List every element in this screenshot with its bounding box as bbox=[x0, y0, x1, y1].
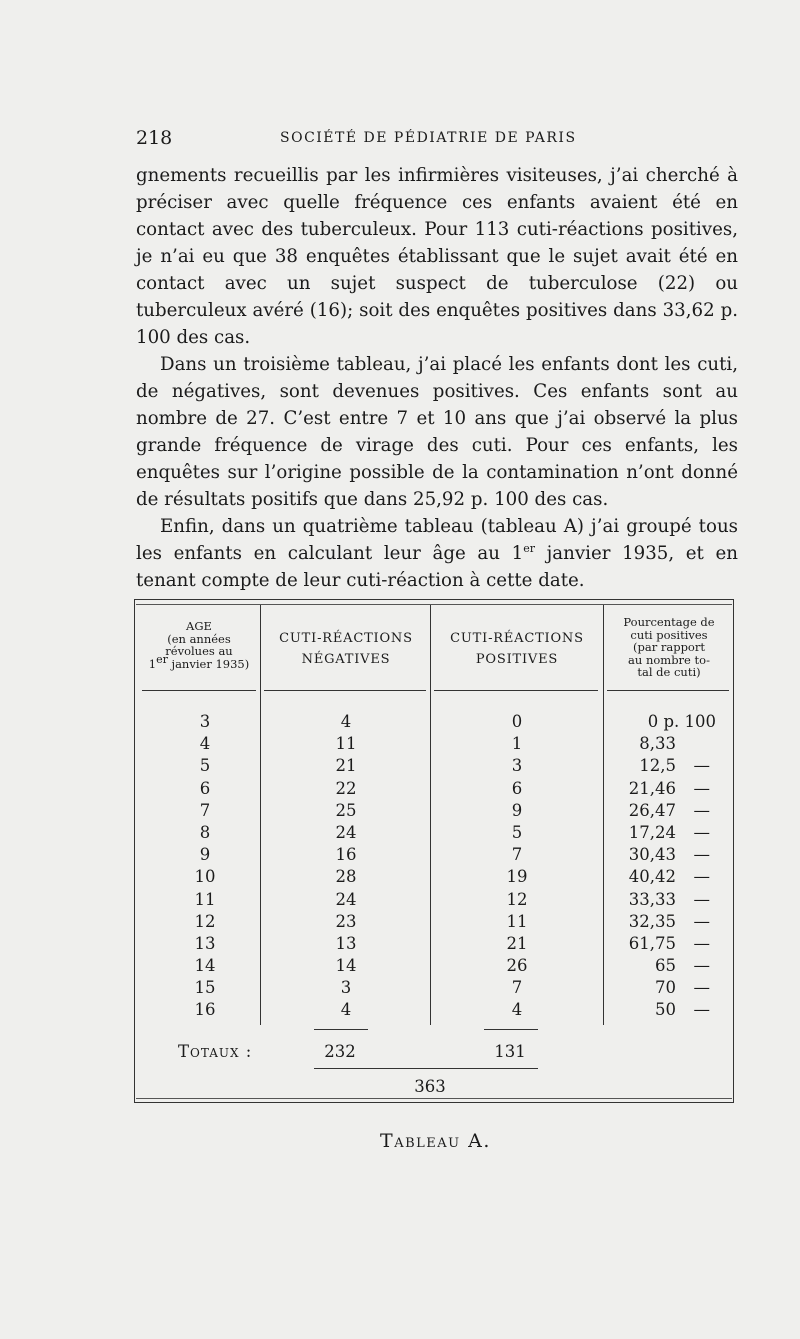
header-age-line: révolues au bbox=[165, 644, 233, 658]
header-rule bbox=[264, 690, 426, 691]
paragraph-3 bbox=[136, 513, 738, 594]
table-caption: Tableau A. bbox=[380, 1130, 491, 1152]
positive-column bbox=[432, 711, 602, 1022]
positive-cell: 9 bbox=[511, 800, 523, 820]
negative-cell: 25 bbox=[335, 800, 357, 820]
header-percentage bbox=[605, 616, 733, 679]
negative-cell: 4 bbox=[340, 712, 352, 731]
header-negative-line: NÉGATIVES bbox=[301, 652, 391, 667]
header-age-num: 1 bbox=[148, 656, 157, 671]
negative-cell: 23 bbox=[335, 911, 357, 931]
positive-cell: 6 bbox=[511, 778, 523, 798]
age-cell: 16 bbox=[194, 1000, 216, 1020]
percentage-cell: 61,75 bbox=[628, 933, 676, 953]
header-percentage-line: au nombre to- bbox=[628, 652, 710, 667]
header-age-line bbox=[138, 652, 260, 671]
ditto-dash: — bbox=[693, 1000, 710, 1020]
ditto-dash: — bbox=[693, 978, 710, 998]
percentage-cell: 26,47 bbox=[628, 800, 676, 820]
percentage-cell: 0 p. 100 bbox=[647, 712, 716, 731]
age-cell: 7 bbox=[199, 800, 211, 820]
percentage-row bbox=[606, 866, 732, 888]
paragraph-3-start: Enfin, dans un quatrième tableau (tableau A) j’ai groupé tous les enfants en calculant leur âge au 1 bbox=[136, 516, 738, 564]
percentage-row bbox=[606, 889, 732, 911]
percentage-row bbox=[606, 755, 732, 777]
column-separator bbox=[603, 605, 604, 1025]
ditto-dash: — bbox=[693, 911, 710, 931]
positive-cell: 19 bbox=[506, 867, 528, 887]
age-cell: 8 bbox=[199, 822, 211, 842]
percentage-row bbox=[606, 800, 732, 822]
header-rule bbox=[142, 690, 256, 691]
percentage-cell: 65 bbox=[655, 956, 676, 976]
percentage-cell: 12,5 bbox=[639, 756, 676, 776]
percentage-row bbox=[606, 977, 732, 999]
positive-cell: 0 bbox=[511, 712, 523, 731]
age-cell: 15 bbox=[194, 978, 216, 998]
header-positive bbox=[432, 628, 602, 670]
percentage-column bbox=[606, 711, 732, 1022]
percentage-cell: 21,46 bbox=[628, 778, 676, 798]
total-rule-positive bbox=[484, 1029, 538, 1030]
age-cell: 10 bbox=[194, 867, 216, 887]
header-age-rest: janvier 1935) bbox=[167, 656, 250, 671]
positive-cell: 26 bbox=[506, 956, 528, 976]
positive-cell: 1 bbox=[511, 734, 523, 754]
total-rule-grand bbox=[314, 1068, 538, 1069]
negative-cell: 22 bbox=[335, 778, 357, 798]
negative-cell: 16 bbox=[335, 845, 357, 865]
column-separator bbox=[430, 605, 431, 1025]
header-age-sup: er bbox=[156, 652, 168, 666]
negative-cell: 3 bbox=[340, 978, 352, 998]
negative-cell: 24 bbox=[335, 822, 357, 842]
running-title: SOCIÉTÉ DE PÉDIATRIE DE PARIS bbox=[280, 130, 577, 146]
positive-cell: 12 bbox=[506, 889, 528, 909]
negative-column bbox=[262, 711, 430, 1022]
percentage-row bbox=[606, 733, 732, 755]
age-cell: 14 bbox=[194, 956, 216, 976]
age-column bbox=[150, 711, 260, 1022]
body-text bbox=[136, 162, 738, 594]
percentage-cell: 30,43 bbox=[628, 845, 676, 865]
negative-cell: 4 bbox=[340, 1000, 352, 1020]
negative-cell: 13 bbox=[335, 933, 357, 953]
percentage-cell: 70 bbox=[655, 978, 676, 998]
ditto-dash: — bbox=[693, 867, 710, 887]
age-cell: 4 bbox=[199, 734, 211, 754]
positive-cell: 11 bbox=[506, 911, 528, 931]
percentage-cell: 17,24 bbox=[628, 822, 676, 842]
age-cell: 11 bbox=[194, 889, 216, 909]
age-cell: 5 bbox=[199, 756, 211, 776]
header-percentage-line: Pourcentage de bbox=[623, 615, 715, 629]
ditto-dash: — bbox=[693, 845, 710, 865]
percentage-row bbox=[606, 844, 732, 866]
paragraph-3-end: janvier 1935, et en tenant compte de leur cuti-réaction à cette date. bbox=[136, 543, 738, 591]
age-cell: 6 bbox=[199, 778, 211, 798]
percentage-row bbox=[606, 999, 732, 1021]
totals-label: Totaux : bbox=[178, 1042, 253, 1061]
percentage-row bbox=[606, 822, 732, 844]
positive-cell: 4 bbox=[511, 1000, 523, 1020]
percentage-cell: 32,35 bbox=[628, 911, 676, 931]
total-negative: 232 bbox=[324, 1042, 356, 1061]
ditto-dash: — bbox=[693, 800, 710, 820]
positive-cell: 21 bbox=[506, 933, 528, 953]
ditto-dash: — bbox=[693, 778, 710, 798]
positive-cell: 5 bbox=[511, 822, 523, 842]
percentage-cell: 40,42 bbox=[628, 867, 676, 887]
ditto-dash: — bbox=[693, 956, 710, 976]
total-positive: 131 bbox=[494, 1042, 526, 1061]
age-cell: 9 bbox=[199, 845, 211, 865]
percentage-cell: 33,33 bbox=[628, 889, 676, 909]
header-rule bbox=[607, 690, 729, 691]
header-age-line: AGE bbox=[186, 619, 212, 633]
positive-cell: 7 bbox=[511, 845, 523, 865]
age-cell: 13 bbox=[194, 933, 216, 953]
page-number: 218 bbox=[136, 127, 173, 149]
header-age bbox=[138, 620, 260, 670]
ditto-dash: — bbox=[693, 933, 710, 953]
positive-cell: 3 bbox=[511, 756, 523, 776]
header-positive-line: POSITIVES bbox=[475, 652, 559, 667]
percentage-cell: 8,33 bbox=[639, 734, 676, 754]
negative-cell: 24 bbox=[335, 889, 357, 909]
negative-cell: 14 bbox=[335, 956, 357, 976]
table-inner-bottom-rule bbox=[136, 1098, 732, 1099]
positive-cell: 7 bbox=[511, 978, 523, 998]
negative-cell: 21 bbox=[335, 756, 357, 776]
paragraph-3-superscript: er bbox=[523, 541, 535, 555]
percentage-cell: 50 bbox=[655, 1000, 676, 1020]
header-age-line: (en années bbox=[167, 631, 231, 646]
header-negative bbox=[262, 628, 430, 670]
negative-cell: 11 bbox=[335, 734, 357, 754]
percentage-row bbox=[606, 778, 732, 800]
header-percentage-line: tal de cuti) bbox=[637, 665, 701, 679]
paragraph-2: Dans un troisième tableau, j’ai placé les enfants dont les cuti, de négatives, sont devenues positives. Ces enfants sont au nombre de 27. C’est entre 7 et 10 ans que j’ai observé la plus grande fréquence de virage des cuti. Pour ces enfants, les enquêtes sur l’origine possible de la contamination n’ont donné de résultats positifs que dans 25,92 p. 100 des cas. bbox=[136, 354, 738, 510]
percentage-row bbox=[606, 711, 732, 733]
negative-cell: 28 bbox=[335, 867, 357, 887]
paragraph-1: gnements recueillis par les infirmières visiteuses, j’ai cherché à préciser avec quelle fréquence ces enfants avaient été en contact avec des tuberculeux. Pour 113 cuti-réactions positives, je n’ai eu que 38 enquêtes établissant que le sujet avait été en contact avec un sujet suspect de tuberculose (22) ou tuberculeux avéré (16); soit des enquêtes positives dans 33,62 p. 100 des cas. bbox=[136, 165, 738, 348]
total-rule-negative bbox=[314, 1029, 368, 1030]
age-cell: 12 bbox=[194, 911, 216, 931]
table-inner-top-rule bbox=[136, 604, 732, 605]
ditto-dash: — bbox=[693, 822, 710, 842]
age-cell: 3 bbox=[199, 712, 211, 731]
grand-total: 363 bbox=[414, 1077, 446, 1096]
ditto-dash: — bbox=[693, 756, 710, 776]
percentage-row bbox=[606, 955, 732, 977]
header-positive-line: CUTI-RÉACTIONS bbox=[450, 631, 584, 646]
header-rule bbox=[434, 690, 598, 691]
header-percentage-line: cuti positives bbox=[630, 627, 708, 642]
header-negative-line: CUTI-RÉACTIONS bbox=[279, 631, 413, 646]
header-percentage-line: (par rapport bbox=[633, 640, 705, 654]
column-separator bbox=[260, 605, 261, 1025]
percentage-row bbox=[606, 933, 732, 955]
ditto-dash: — bbox=[693, 889, 710, 909]
percentage-row bbox=[606, 911, 732, 933]
